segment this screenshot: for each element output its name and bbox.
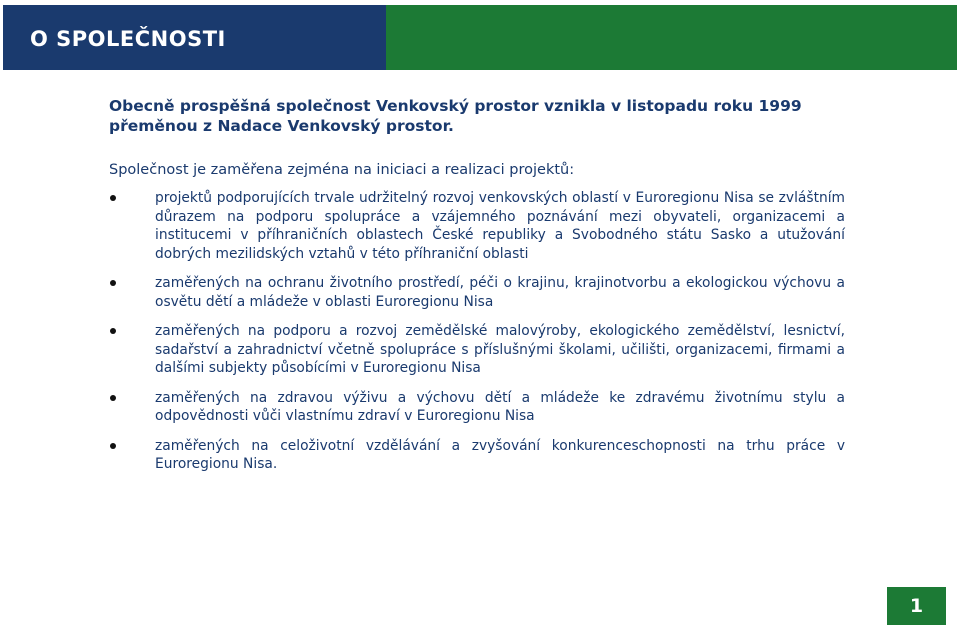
list-item-text: zaměřených na podporu a rozvoj zemědělské malovýroby, ekologického zemědělství, lesnictví, sadařství a zahradnictví včetně spolupráce s příslušnými školami, učilišti, organizacemi, firmami a dalšími subjekty působícími v Euroregionu Nisa (155, 323, 845, 376)
header-title-panel (3, 5, 386, 70)
lead-paragraph: Společnost je zaměřena zejména na iniciaci a realizaci projektů: (109, 162, 575, 178)
page-title: O SPOLEČNOSTI (30, 27, 226, 51)
list-item-text: projektů podporujících trvale udržitelný rozvoj venkovských oblastí v Euroregionu Nisa se zvláštním důrazem na podporu spolupráce a vzájemného poznávání mezi obyvateli, organizacemi a institucemi v příhraničních oblastech České republiky a Svobodného státu Sasko a utužování dobrých mezilidských vztahů v této příhraniční oblasti (155, 190, 845, 262)
intro-paragraph: Obecně prospěšná společnost Venkovský prostor vznikla v listopadu roku 1999 přeměnou z Nadace Venkovský prostor. (109, 97, 802, 135)
list-item-text: zaměřených na ochranu životního prostředí, péči o krajinu, krajinotvorbu a ekologickou výchovu a osvětu dětí a mládeže v oblasti Euroregionu Nisa (155, 275, 845, 310)
page-number-badge (887, 587, 946, 625)
list-item (109, 389, 845, 426)
page-number-panel (887, 587, 946, 625)
header-accent-panel (386, 5, 957, 70)
list-item (109, 322, 845, 378)
list-item-text: zaměřených na celoživotní vzdělávání a zvyšování konkurenceschopnosti na trhu práce v Euroregionu Nisa. (155, 437, 845, 472)
header-bar (3, 5, 957, 70)
project-list (109, 189, 845, 474)
bullet-icon (109, 437, 117, 456)
bullet-icon (109, 389, 117, 408)
main-content (109, 96, 845, 474)
page-number: 1 (909, 595, 924, 617)
list-item (109, 274, 845, 311)
list-item (109, 189, 845, 263)
bullet-icon (109, 189, 117, 208)
bullet-icon (109, 274, 117, 293)
bullet-icon (109, 322, 117, 341)
list-item (109, 437, 845, 474)
list-item-text: zaměřených na zdravou výživu a výchovu dětí a mládeže ke zdravému životnímu stylu a odpovědnosti vůči vlastnímu zdraví v Euroregionu Nisa (155, 389, 845, 424)
